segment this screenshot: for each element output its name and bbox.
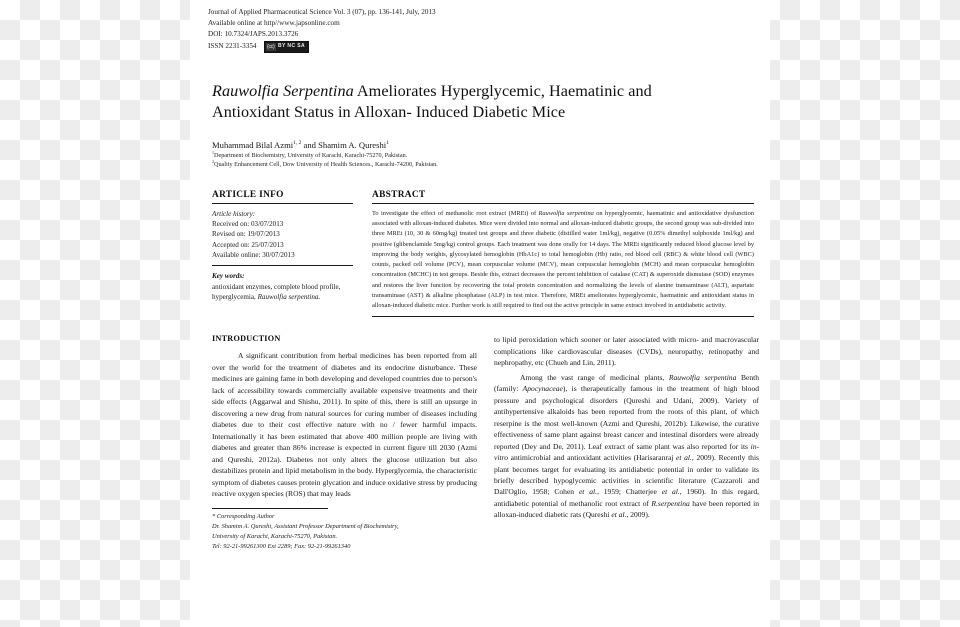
- abstract-column: [362, 190, 754, 318]
- intro-r2-c: ), is therapeutically famous in the treatment of high blood pressure and psychological disorders (Qureshi and Udani, 2009). Variety of antihypertensive alkaloids has been reported from the roots of this plant, of which reserpine is the most well-known (Azmi and Qureshi, 2012b). Likewise, the curative effectiveness of same plant against breast cancer and intestinal disorders were already reported (Dey and De, 2011). Leaf extract of same plant was also reported for its: [494, 384, 760, 451]
- abstract-part-1: To investigate the effect of methanolic root extract (MREt) of: [372, 209, 539, 217]
- abstract-part-2: on hyperglycemic, haematinic and antioxidative dysfunction associated with alloxan-induced diabetes. Mice were divided into normal and alloxan-induced diabetic groups, the second group was sub-divided into three MREt (10, 30 & 60mg/kg) treated test groups and three diabetic (distilled water 1ml/kg), negative (0.05% dimethyl sulphoxide 1ml/kg) and positive (glibenclamide 5mg/kg) control groups. Each treatment was done orally for 14 days. The MREt significantly reduced blood glucose level by improving the body weights, glycosylated hemoglobin (HbA1c) to total hemoglobin (Hb) ratio, red blood cell (RBC) & white blood cell (WBC) counts, packed cell volume (PCV), mean corpuscular volume (MCV), mean corpuscular hemoglobin (MCH) and mean corpuscular hemoglobin concentration (MCHC) in test groups. Beside this, extract decreases the percent inhibition of catalase (CAT) & superoxide dismutase (SOD) enzymes and restores the liver function by recovering the total protein concentration and normalizing the levels of alanine transaminase (ALT), aspartate transaminase (AST) & alkaline phosphatase (ALP) in test mice. Therefore, MREt ameliorates hyperglycemic, haematinic and antioxidant status in alloxan-induced diabetic mice. Further work is still required to find out the active principle in same extract involved in antidiabetic activity.: [372, 209, 755, 310]
- author-conjunction-two: and Shamim A. Qureshi: [301, 139, 387, 150]
- intro-r2-species-1: Rauwolfia serpentina: [668, 372, 737, 382]
- title-species-name: Rauwolfia Serpentina: [212, 81, 354, 100]
- title-block: [208, 81, 754, 123]
- intro-r2-b: Benth (family:: [494, 372, 759, 394]
- body-column-left: [212, 334, 477, 551]
- author-one-affil-marker: 1, 2: [293, 140, 302, 147]
- abstract-rule-top: [372, 203, 754, 204]
- article-history-received: Received on: 03/07/2013: [212, 219, 284, 228]
- intro-r2-etal-1: et al.: [676, 453, 692, 463]
- intro-r2-g: , 1960). In this regard, antidiabetic potential of methanolic root extract of: [494, 487, 760, 508]
- article-history-label: Article history:: [212, 209, 256, 218]
- journal-citation-line: Journal of Applied Pharmaceutical Science Vol. 3 (07), pp. 136-141, July, 2013: [208, 8, 436, 16]
- intro-r2-a: Among the vast range of medicinal plants,: [520, 372, 669, 382]
- article-info-rule-top: [212, 203, 353, 204]
- footnote-address-line: University of Karachi, Karachi-75270, Pakistan.: [212, 532, 338, 540]
- intro-left-paragraph: A significant contribution from herbal medicines has been reported from all over the world for the treatment of diabetes and its endocrine disturbance. These medicines are gaining fame in both developing and developed countries due to person's lack of accessibility towards commercially available expensive treatments and their side effects (Aggarwal and Shishu, 2011). In spite of this, there is still an upsurge in discovering a new drug from natural sources for curing number of diseases including diabetes due to their cost effective nature with no / fewer harmful impacts. Internationally it has been estimated that above 400 million people are living with diabetes and greater than 86% increase is expected in current figure till 2030 (Azmi and Qureshi, 2012a). Diabetes not only alters the glucose utilization but also destabilizes protein and lipid metabolism in the body. Hyperglycemia, the characteristic symptom of diabetes causes protein glycation and induce oxidative stress by producing reactive oxygen species (ROS) that may leads: [212, 351, 477, 498]
- article-info-column: [212, 190, 362, 318]
- footnote-author-line: Dr. Shamim A. Qureshi, Assistant Professor Department of Biochemistry,: [212, 523, 399, 531]
- author-one: Muhammad Bilal Azmi: [212, 139, 294, 150]
- intro-r2-d: antimicrobial and antioxidant activities (Harisaranraj: [507, 453, 677, 463]
- footnote-star-label: * Corresponding Author: [212, 513, 275, 521]
- journal-doi-line: DOI: 10.7324/JAPS.2013.3726: [208, 29, 299, 38]
- body-column-right: [494, 334, 759, 551]
- footnote-contact-line: Tel: 92-21-99261300 Ext 2289; Fax: 92-21-99261340: [212, 542, 351, 550]
- author-two-affil-marker: 1: [386, 140, 389, 147]
- article-history-accepted: Accepted on: 25/07/2013: [212, 240, 284, 249]
- affiliation-2: [212, 160, 754, 169]
- article-info-heading: ARTICLE INFO: [212, 189, 284, 200]
- affiliation-2-text: Quality Enhancement Cell, Dow University of Health Sciences., Karachi-74200, Pakistan.: [213, 161, 438, 169]
- journal-issn: ISSN 2231-3354: [208, 42, 257, 51]
- intro-right-paragraph-2: [494, 372, 759, 521]
- affiliation-1-marker: 1: [212, 150, 214, 156]
- title-line2: Antioxidant Status in Alloxan- Induced Diabetic Mice: [212, 102, 566, 121]
- intro-r2-invitro: in-vitro: [494, 441, 759, 463]
- intro-r2-f: , 1959; Chatterjee: [597, 487, 662, 497]
- authors-block: [208, 140, 754, 170]
- affiliation-1-text: Department of Biochemistry, University of Karachi, Karachi-75270, Pakistan.: [213, 152, 408, 160]
- creative-commons-license-icon: [264, 41, 309, 53]
- article-history-available-online: Available online: 30/07/2013: [212, 250, 295, 259]
- intro-r2-etal-4: et al.: [611, 510, 627, 520]
- journal-masthead: [208, 4, 754, 53]
- keywords-list: [212, 282, 353, 303]
- cc-license-terms: BY NC SA: [277, 43, 305, 50]
- page-title: [212, 81, 748, 123]
- intro-r2-species-2: R.serpentina: [651, 498, 690, 508]
- title-line1-rest: Ameliorates Hyperglycemic, Haematinic and: [353, 81, 652, 100]
- intro-r2-e: , 2009). Recently this plant becomes target for evaluating its antidiabetic potential in order to validate its briefly described hypoglycemic activities in scientific literature (Cazzaroli and Dall'Oglio, 1958; Cohen: [494, 453, 759, 497]
- keywords-species: Rauwolfia serpentina.: [257, 293, 321, 302]
- issn-row: [208, 41, 754, 53]
- author-names: [212, 140, 754, 151]
- intro-r2-i: , 2009).: [626, 510, 650, 520]
- keywords-plain: antioxidant enzymes, complete blood profile, hyperglycemia,: [212, 282, 341, 302]
- abstract-heading: ABSTRACT: [372, 189, 426, 200]
- intro-r2-etal-2: et al.: [578, 487, 598, 497]
- intro-right-paragraph-1: to lipid peroxidation which sooner or later associated with micro- and macrovascular complications like cardiovascular diseases (CVDs), neuropathy, retinopathy and nephropathy, etc (Chueh and Lin, 2011).: [494, 335, 759, 368]
- abstract-text: [372, 209, 754, 312]
- abstract-body-box: [372, 209, 754, 318]
- keywords-label: Key words:: [212, 272, 245, 281]
- affiliation-1: [212, 151, 754, 160]
- corresponding-author-footnote: [212, 508, 477, 551]
- intro-r2-family: Apocynaceae: [522, 384, 563, 394]
- cc-circle-glyph: (cc): [267, 43, 275, 50]
- document-page: [190, 0, 770, 627]
- intro-r2-h: have been reported in alloxan-induced diabetic rats (Qureshi: [494, 498, 759, 520]
- info-abstract-panel: [208, 190, 754, 318]
- footnote-divider: [212, 508, 328, 509]
- abstract-species-name: Rauwolfia serpentina: [538, 209, 594, 217]
- article-info-rule-mid: [212, 265, 353, 266]
- introduction-body: [208, 334, 760, 551]
- journal-url-line: Available online at http//www.japsonline.com: [208, 18, 340, 27]
- introduction-heading: INTRODUCTION: [212, 334, 281, 344]
- affiliation-2-marker: 2: [212, 159, 214, 165]
- intro-r2-etal-3: et al.: [661, 487, 680, 497]
- article-history-revised: Revised on: 19/07/2013: [212, 230, 280, 239]
